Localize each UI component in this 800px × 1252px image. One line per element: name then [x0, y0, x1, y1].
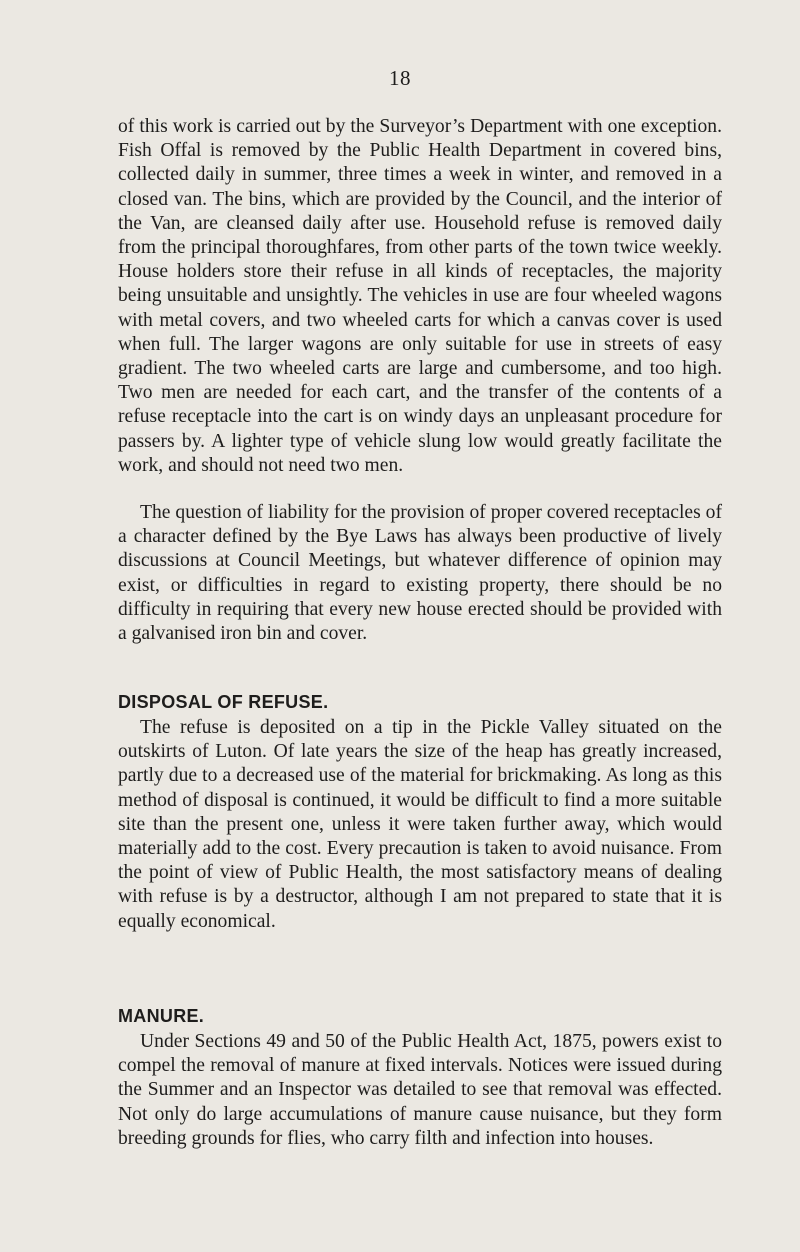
paragraph-text: The question of liability for the provision of proper covered receptacles of a character defined by the Bye Laws has always been productive of lively discussions at Council Meetings, but whatever difference of opinion may exist, or difficulties in regard to existing property, there should be no difficulty in requiring that every new house erected should be provided with a galvanised iron bin and cover.: [118, 502, 722, 645]
paragraph-refuse-collection: [118, 115, 722, 478]
page-number: 18: [389, 66, 411, 90]
paragraph-text: Under Sections 49 and 50 of the Public Health Act, 1875, powers exist to compel the removal of manure at fixed intervals. Notices were issued during the Summer and an Inspector was detailed to see that removal was effected. Not only do large accumulations of manure cause nuisance, but they form breeding grounds for flies, who carry filth and infection into houses.: [118, 1031, 722, 1149]
paragraph-disposal: [118, 716, 722, 934]
section-heading-manure: MANURE.: [118, 1006, 205, 1026]
paragraph-manure: [118, 1030, 722, 1151]
paragraph-text: of this work is carried out by the Surveyor’s Department with one exception. Fish Offal is removed by the Public Health Department in covered bins, collected daily in summer, three times a week in winter, and removed in a closed van. The bins, which are provided by the Council, and the interior of the Van, are cleansed daily after use. Household refuse is removed daily from the principal thoroughfares, from other parts of the town twice weekly. House holders store their refuse in all kinds of receptacles, the majority being unsuitable and unsightly. The vehicles in use are four wheeled wagons with metal covers, and two wheeled carts for which a canvas cover is used when full. The larger wagons are only suitable for use in streets of easy gradient. The two wheeled carts are large and cumbersome, and too high. Two men are needed for each cart, and the transfer of the contents of a refuse receptacle into the cart is on windy days an unpleasant procedure for passers by. A lighter type of vehicle slung low would greatly facilitate the work, and should not need two men.: [118, 116, 722, 476]
paragraph-receptacles: [118, 501, 722, 646]
section-heading-disposal-of-refuse: DISPOSAL OF REFUSE.: [118, 692, 329, 712]
paragraph-text: The refuse is deposited on a tip in the Pickle Valley situated on the outskirts of Luton. Of late years the size of the heap has greatly increased, partly due to a decreased use of the material for brickmaking. As long as this method of disposal is continued, it would be difficult to find a more suitable site than the present one, unless it were taken further away, which would materially add to the cost. Every precaution is taken to avoid nuisance. From the point of view of Public Health, the most satisfactory means of dealing with refuse is by a destructor, although I am not prepared to state that it is equally economical.: [118, 717, 722, 932]
